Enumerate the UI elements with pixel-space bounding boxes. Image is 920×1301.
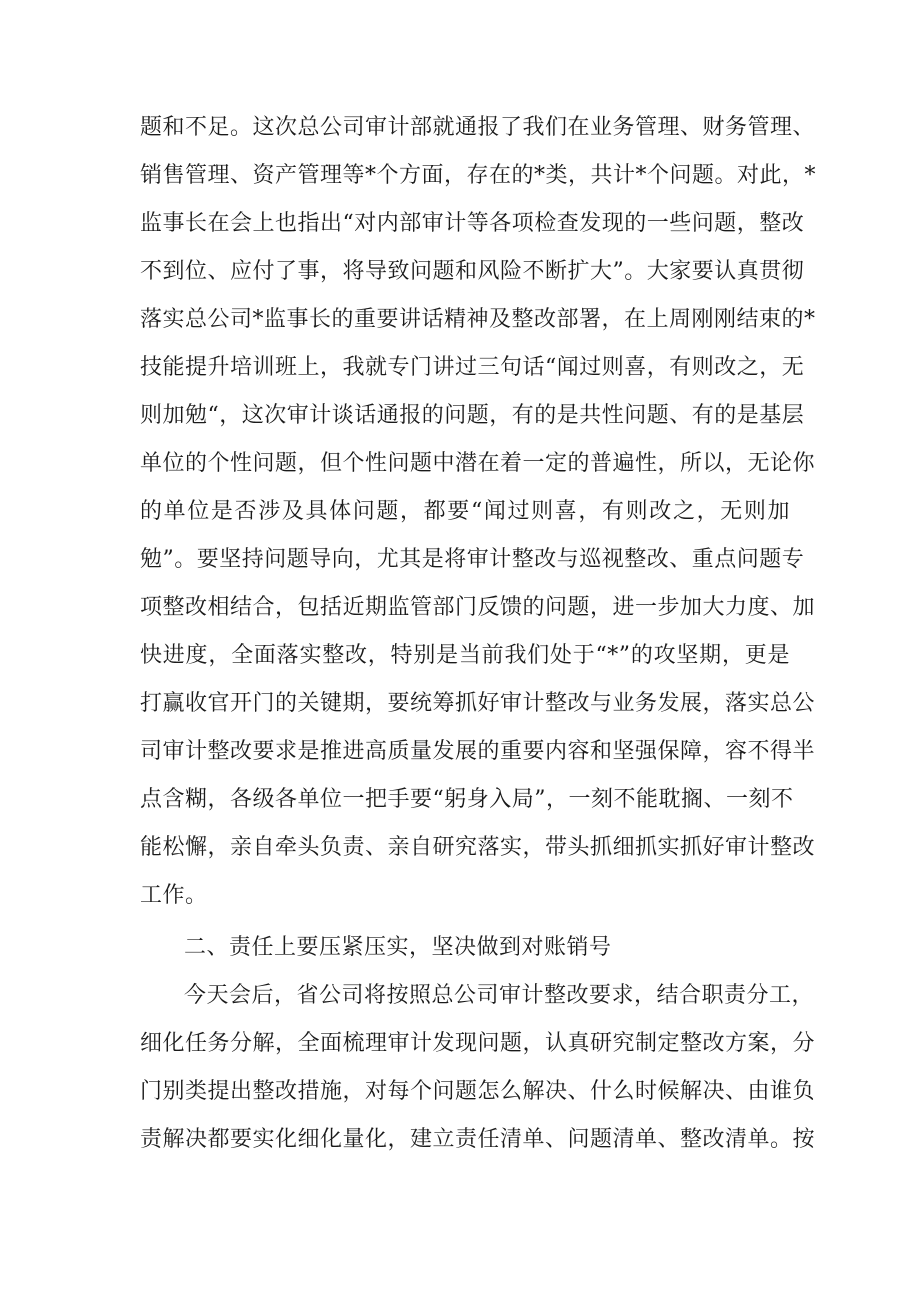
text-line: 技能提升培训班上，我就专门讲过三句话“闻过则喜，有则改之，无	[140, 355, 805, 380]
text-line: 勉”。要坚持问题导向，尤其是将审计整改与巡视整改、重点问题专	[140, 547, 805, 572]
text-line: 能松懈，亲自牵头负责、亲自研究落实，带头抓细抓实抓好审计整改	[140, 835, 816, 860]
text-line: 销售管理、资产管理等*个方面，存在的*类，共计*个问题。对此，*	[140, 163, 817, 188]
text-line: 司审计整改要求是推进高质量发展的重要内容和坚强保障，容不得半	[140, 739, 816, 764]
text-line: 落实总公司*监事长的重要讲话精神及整改部署，在上周刚刚结束的*	[140, 307, 816, 332]
text-line: 快进度，全面落实整改，特别是当前我们处于“*”的攻坚期，更是	[140, 643, 790, 668]
text-line: 门别类提出整改措施，对每个问题怎么解决、什么时候解决、由谁负	[140, 1079, 816, 1104]
text-line: 单位的个性问题，但个性问题中潜在着一定的普遍性，所以，无论你	[140, 451, 816, 476]
text-line: 项整改相结合，包括近期监管部门反馈的问题，进一步加大力度、加	[140, 595, 816, 620]
section-heading: 二、责任上要压紧压实，坚决做到对账销号	[184, 935, 612, 960]
text-line: 则加勉“，这次审计谈话通报的问题，有的是共性问题、有的是基层	[140, 403, 805, 428]
text-line: 打赢收官开门的关键期，要统筹抓好审计整改与业务发展，落实总公	[140, 691, 816, 716]
text-line: 点含糊，各级各单位一把手要“躬身入局”，一刻不能耽搁、一刻不	[140, 787, 794, 812]
text-line: 责解决都要实化细化量化，建立责任清单、问题清单、整改清单。按	[140, 1127, 816, 1152]
text-line: 细化任务分解，全面梳理审计发现问题，认真研究制定整改方案，分	[140, 1031, 816, 1056]
text-line: 不到位、应付了事，将导致问题和风险不断扩大”。大家要认真贯彻	[140, 259, 805, 284]
text-line: 的单位是否涉及具体问题，都要“闻过则喜，有则改之，无则加	[140, 499, 790, 524]
text-line: 今天会后，省公司将按照总公司审计整改要求，结合职责分工，	[184, 983, 815, 1008]
text-line: 监事长在会上也指出“对内部审计等各项检查发现的一些问题，整改	[140, 211, 805, 236]
text-line: 题和不足。这次总公司审计部就通报了我们在业务管理、财务管理、	[140, 115, 816, 140]
text-line: 工作。	[140, 883, 208, 908]
